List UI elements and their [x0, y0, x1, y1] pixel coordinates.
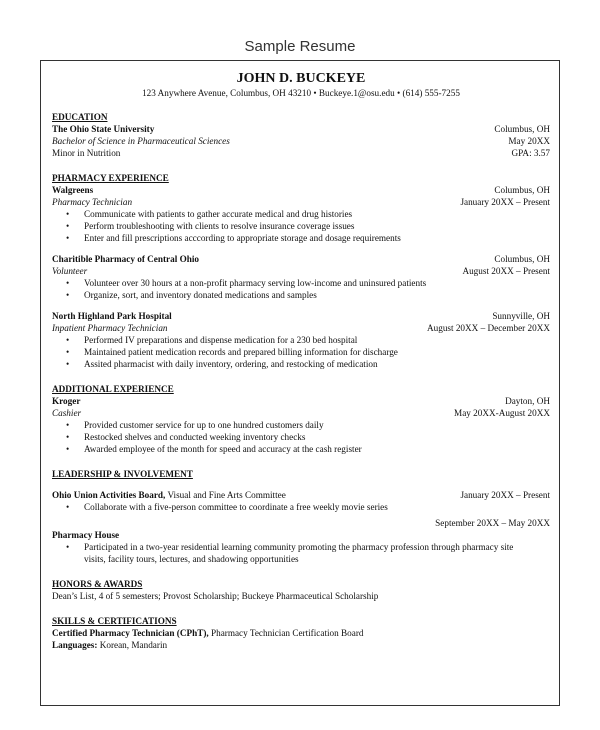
entry-location: Columbus, OH — [494, 254, 550, 264]
entry-header — [52, 489, 550, 501]
entry-dates: August 20XX – December 20XX — [427, 323, 550, 333]
entry-subheader — [52, 322, 550, 334]
entry-bullets — [52, 208, 550, 244]
bullet-item: • Organize, sort, and inventory donated medications and samples — [84, 289, 550, 301]
entry-dates: September 20XX – May 20XX — [435, 518, 550, 528]
entry-location: Columbus, OH — [494, 185, 550, 195]
bullet-item — [84, 541, 550, 565]
entry-location: Sunnyville, OH — [492, 311, 550, 321]
bullet-item: • Collaborate with a five-person committee to coordinate a free weekly movie series — [84, 501, 550, 513]
entry-org: Kroger — [52, 396, 81, 406]
entry-org-rest: Visual and Fine Arts Committee — [165, 490, 286, 500]
entry-org: North Highland Park Hospital — [52, 311, 172, 321]
bullet-item: • Provided customer service for up to one hundred customers daily — [84, 419, 550, 431]
entry-dates: August 20XX – Present — [462, 266, 550, 276]
section-honors-title: HONORS & AWARDS — [52, 579, 143, 589]
entry-bullets — [52, 541, 550, 565]
bullet-item: • Restocked shelves and conducted weeking inventory checks — [84, 431, 550, 443]
entry-header — [52, 310, 550, 322]
experience-entry — [52, 184, 550, 244]
entry-org: Charitible Pharmacy of Central Ohio — [52, 254, 199, 264]
education-minor: Minor in Nutrition — [52, 148, 121, 158]
entry-subheader — [52, 196, 550, 208]
languages-value: Korean, Mandarin — [97, 640, 168, 650]
bullet-line: Participated in a two-year residential learning community promoting the pharmacy profession through pharmacy site — [84, 542, 514, 552]
section-additional-experience-title: ADDITIONAL EXPERIENCE — [52, 384, 174, 394]
entry-role: Cashier — [52, 408, 82, 418]
contact-line: 123 Anywhere Avenue, Columbus, OH 43210 • Buckeye.1@osu.edu • (614) 555-7255 — [142, 88, 460, 98]
bullet-line: visits, facility tours, lectures, and shadowing opportunities — [84, 554, 299, 564]
education-degree-row — [52, 135, 550, 147]
page-title: Sample Resume — [244, 38, 356, 55]
resume-name: JOHN D. BUCKEYE — [236, 71, 366, 86]
education-gpa: GPA: 3.57 — [511, 148, 550, 158]
entry-org — [52, 489, 286, 501]
entry-org: Walgreens — [52, 185, 94, 195]
entry-subheader — [52, 265, 550, 277]
entry-org: Pharmacy House — [52, 530, 120, 540]
bullet-item: • Volunteer over 30 hours at a non-profit pharmacy serving low-income and uninsured patients — [84, 277, 550, 289]
experience-entry — [52, 310, 550, 370]
education-school-row — [52, 123, 550, 135]
education-date: May 20XX — [508, 136, 550, 146]
education-school: The Ohio State University — [52, 124, 155, 134]
bullet-item: • Performed IV preparations and dispense medication for a 230 bed hospital — [84, 334, 550, 346]
entry-bullets — [52, 501, 550, 513]
entry-role: Volunteer — [52, 266, 88, 276]
certification-line — [52, 627, 550, 639]
education-location: Columbus, OH — [494, 124, 550, 134]
entry-dates-row — [52, 517, 550, 529]
entry-header — [52, 184, 550, 196]
honors-text: Dean’s List, 4 of 5 semesters; Provost Scholarship; Buckeye Pharmaceutical Scholarship — [52, 591, 379, 601]
entry-dates: January 20XX – Present — [460, 197, 550, 207]
section-pharmacy-experience-title: PHARMACY EXPERIENCE — [52, 173, 169, 183]
entry-bullets — [52, 419, 550, 455]
bullet-item: • Awarded employee of the month for speed and accuracy at the cash register — [84, 443, 550, 455]
entry-dates: January 20XX – Present — [460, 490, 550, 500]
bullet-item: • Enter and fill prescriptions acccording to appropriate storage and dosage requirements — [84, 232, 550, 244]
experience-entry — [52, 253, 550, 301]
section-education-title: EDUCATION — [52, 112, 108, 122]
bullet-item: • Perform troubleshooting with clients to resolve insurance coverage issues — [84, 220, 550, 232]
education-degree: Bachelor of Science in Pharmaceutical Sciences — [52, 136, 230, 146]
entry-location: Dayton, OH — [505, 396, 550, 406]
resume-document — [40, 60, 560, 706]
entry-role: Pharmacy Technician — [52, 197, 133, 207]
entry-header — [52, 395, 550, 407]
section-skills-title: SKILLS & CERTIFICATIONS — [52, 616, 177, 626]
entry-role: Inpatient Pharmacy Technician — [52, 323, 168, 333]
bullet-item: • Maintained patient medication records and prepared billing information for discharge — [84, 346, 550, 358]
education-minor-row — [52, 147, 550, 159]
entry-header — [52, 253, 550, 265]
certification-rest: Pharmacy Technician Certification Board — [208, 628, 364, 638]
entry-subheader — [52, 407, 550, 419]
certification-bold: Certified Pharmacy Technician (CPhT), — [52, 628, 209, 638]
entry-bullets — [52, 277, 550, 301]
bullet-item: • Assited pharmacist with daily inventory, ordering, and restocking of medication — [84, 358, 550, 370]
entry-bullets — [52, 334, 550, 370]
section-leadership-title: LEADERSHIP & INVOLVEMENT — [52, 469, 193, 479]
languages-line — [52, 639, 550, 651]
entry-dates: May 20XX-August 20XX — [454, 408, 550, 418]
languages-label: Languages: — [52, 640, 98, 650]
entry-org-bold: Ohio Union Activities Board, — [52, 490, 166, 500]
bullet-item: • Communicate with patients to gather accurate medical and drug histories — [84, 208, 550, 220]
